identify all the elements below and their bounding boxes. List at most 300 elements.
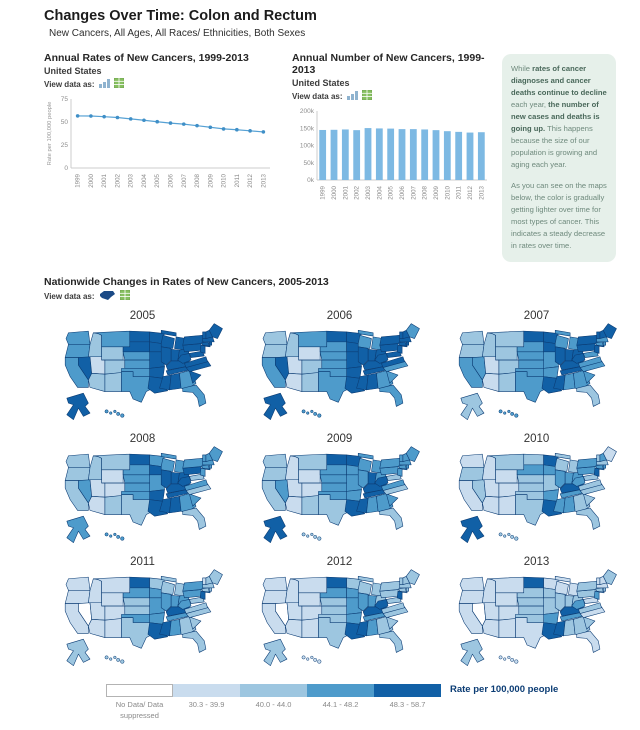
state-VT[interactable] <box>202 332 205 339</box>
state-NE[interactable] <box>517 352 545 360</box>
state-HI[interactable] <box>104 410 107 413</box>
data-point-2000[interactable] <box>89 114 93 118</box>
state-ID[interactable] <box>482 579 495 603</box>
axis-tick-label: Rate per 100,000 people <box>47 101 53 166</box>
state-KS[interactable] <box>518 606 544 614</box>
state-CT[interactable] <box>398 342 405 346</box>
state-FL[interactable] <box>576 631 599 653</box>
us-choropleth-map-2011[interactable] <box>51 568 235 669</box>
state-ID[interactable] <box>482 333 495 357</box>
axis-tick-label: 100k <box>299 142 314 150</box>
state-AZ[interactable] <box>482 619 499 637</box>
axis-tick-label: 2013 <box>478 186 486 200</box>
state-HI[interactable] <box>306 412 309 415</box>
data-point-2003[interactable] <box>129 117 133 121</box>
state-HI[interactable] <box>109 412 112 415</box>
state-ID[interactable] <box>285 579 298 603</box>
state-ID[interactable] <box>88 456 101 480</box>
state-NY[interactable] <box>182 581 204 591</box>
state-HI[interactable] <box>507 533 510 536</box>
state-ID[interactable] <box>285 333 298 357</box>
state-AK[interactable] <box>66 393 89 419</box>
table-view-icon[interactable] <box>120 290 130 302</box>
us-choropleth-map-2005[interactable] <box>51 322 235 423</box>
year-map-block <box>44 428 241 551</box>
state-HI[interactable] <box>310 656 313 659</box>
state-AR[interactable] <box>346 366 361 378</box>
counts-chart-subtitle: United States <box>292 78 350 88</box>
state-OR[interactable] <box>459 590 484 603</box>
state-NY[interactable] <box>182 458 204 468</box>
us-choropleth-map-2006[interactable] <box>248 322 432 423</box>
state-NJ[interactable] <box>200 591 205 599</box>
state-OR[interactable] <box>262 590 287 603</box>
state-AZ[interactable] <box>88 373 105 391</box>
bar-chart-view-icon[interactable] <box>347 90 358 102</box>
state-NY[interactable] <box>182 335 204 345</box>
state-NJ[interactable] <box>397 345 402 353</box>
bar-2001[interactable] <box>342 129 349 180</box>
state-WY[interactable] <box>298 470 320 483</box>
state-IA[interactable] <box>149 465 162 475</box>
state-HI[interactable] <box>313 658 316 661</box>
state-WI[interactable] <box>161 335 174 348</box>
counts-view-data-as <box>292 90 492 102</box>
state-WY[interactable] <box>298 347 320 360</box>
state-WY[interactable] <box>495 470 517 483</box>
state-VT[interactable] <box>399 455 402 462</box>
state-NJ[interactable] <box>397 468 402 476</box>
state-NY[interactable] <box>379 581 401 591</box>
state-RI[interactable] <box>406 342 408 345</box>
state-WI[interactable] <box>358 581 371 594</box>
state-HI[interactable] <box>313 535 316 538</box>
data-point-2006[interactable] <box>169 121 173 125</box>
state-WY[interactable] <box>495 593 517 606</box>
state-WY[interactable] <box>495 347 517 360</box>
state-ND[interactable] <box>523 331 543 342</box>
state-RI[interactable] <box>603 342 605 345</box>
bar-2006[interactable] <box>399 129 406 180</box>
state-KS[interactable] <box>518 483 544 491</box>
state-VT[interactable] <box>596 455 599 462</box>
state-HI[interactable] <box>306 658 309 661</box>
bar-2007[interactable] <box>410 129 417 180</box>
state-HI[interactable] <box>104 533 107 536</box>
state-AR[interactable] <box>149 489 164 501</box>
state-AL[interactable] <box>563 373 575 390</box>
state-ID[interactable] <box>482 456 495 480</box>
legend-segment-label: 40.0 - 44.0 <box>255 699 292 709</box>
state-WY[interactable] <box>101 593 123 606</box>
state-ID[interactable] <box>88 333 101 357</box>
state-AZ[interactable] <box>285 373 302 391</box>
bar-2008[interactable] <box>421 129 428 180</box>
state-NM[interactable] <box>301 495 318 514</box>
state-ID[interactable] <box>285 456 298 480</box>
state-HI[interactable] <box>301 656 304 659</box>
map-year-label: 2008 <box>129 432 156 445</box>
state-HI[interactable] <box>498 656 501 659</box>
bar-2005[interactable] <box>387 129 394 180</box>
state-WA[interactable] <box>460 331 484 344</box>
state-NM[interactable] <box>301 618 318 637</box>
state-ND[interactable] <box>326 454 346 465</box>
state-ID[interactable] <box>88 579 101 603</box>
state-IA[interactable] <box>346 588 359 598</box>
state-NM[interactable] <box>301 372 318 391</box>
state-IA[interactable] <box>543 342 556 352</box>
state-HI[interactable] <box>510 412 513 415</box>
state-ND[interactable] <box>129 454 149 465</box>
state-HI[interactable] <box>306 535 309 538</box>
state-HI[interactable] <box>317 659 321 663</box>
state-AZ[interactable] <box>88 619 105 637</box>
axis-tick-label: 2009 <box>207 174 215 188</box>
state-NE[interactable] <box>517 598 545 606</box>
axis-tick-label: 2011 <box>455 186 463 200</box>
state-OR[interactable] <box>262 344 287 357</box>
state-ND[interactable] <box>129 577 149 588</box>
state-HI[interactable] <box>113 533 116 536</box>
state-WI[interactable] <box>555 335 568 348</box>
state-AK[interactable] <box>460 516 483 542</box>
state-HI[interactable] <box>498 410 501 413</box>
state-HI[interactable] <box>120 536 124 540</box>
state-NJ[interactable] <box>200 468 205 476</box>
axis-tick-label: 2012 <box>247 174 255 188</box>
state-AR[interactable] <box>346 489 361 501</box>
state-NY[interactable] <box>576 335 598 345</box>
state-FL[interactable] <box>182 631 205 653</box>
bar-2002[interactable] <box>353 130 360 180</box>
bar-2004[interactable] <box>376 128 383 180</box>
state-AK[interactable] <box>263 639 286 665</box>
state-VT[interactable] <box>399 578 402 585</box>
state-AZ[interactable] <box>482 496 499 514</box>
state-NJ[interactable] <box>594 591 599 599</box>
axis-tick-label: 75 <box>60 96 68 103</box>
state-AK[interactable] <box>66 516 89 542</box>
state-AK[interactable] <box>263 516 286 542</box>
state-HI[interactable] <box>498 533 501 536</box>
state-HI[interactable] <box>514 659 518 663</box>
state-KS[interactable] <box>321 483 347 491</box>
state-HI[interactable] <box>507 410 510 413</box>
data-point-2012[interactable] <box>248 129 252 133</box>
state-KS[interactable] <box>321 360 347 368</box>
state-WA[interactable] <box>460 454 484 467</box>
state-NE[interactable] <box>123 352 151 360</box>
state-VT[interactable] <box>596 578 599 585</box>
state-WY[interactable] <box>101 347 123 360</box>
data-point-2005[interactable] <box>155 120 159 124</box>
state-FL[interactable] <box>379 385 402 407</box>
us-choropleth-map-2010[interactable] <box>445 445 629 546</box>
counts-chart-title: Annual Number of New Cancers, 1999-2013 <box>292 52 485 76</box>
legend-swatch <box>374 684 441 697</box>
state-AL[interactable] <box>366 373 378 390</box>
state-RI[interactable] <box>209 342 211 345</box>
axis-tick-label: 2002 <box>353 186 361 200</box>
state-ND[interactable] <box>523 577 543 588</box>
state-ND[interactable] <box>129 331 149 342</box>
state-FL[interactable] <box>576 385 599 407</box>
state-HI[interactable] <box>507 656 510 659</box>
state-OR[interactable] <box>459 467 484 480</box>
state-HI[interactable] <box>301 410 304 413</box>
counts-bar-chart[interactable] <box>292 104 492 210</box>
map-year-label: 2010 <box>523 432 550 445</box>
state-AZ[interactable] <box>285 496 302 514</box>
state-HI[interactable] <box>120 413 124 417</box>
state-HI[interactable] <box>120 659 124 663</box>
data-point-2009[interactable] <box>209 125 213 129</box>
state-WY[interactable] <box>101 470 123 483</box>
state-NY[interactable] <box>379 458 401 468</box>
state-HI[interactable] <box>503 412 506 415</box>
state-AL[interactable] <box>563 496 575 513</box>
state-HI[interactable] <box>503 535 506 538</box>
state-CT[interactable] <box>201 342 208 346</box>
state-IA[interactable] <box>543 588 556 598</box>
state-NE[interactable] <box>320 598 348 606</box>
state-NE[interactable] <box>320 352 348 360</box>
state-RI[interactable] <box>603 588 605 591</box>
state-OR[interactable] <box>65 590 90 603</box>
state-OR[interactable] <box>459 344 484 357</box>
state-NJ[interactable] <box>397 591 402 599</box>
state-HI[interactable] <box>109 535 112 538</box>
state-NY[interactable] <box>576 458 598 468</box>
state-IA[interactable] <box>346 342 359 352</box>
bar-2009[interactable] <box>433 130 440 180</box>
state-AL[interactable] <box>169 496 181 513</box>
state-KS[interactable] <box>124 360 150 368</box>
us-choropleth-map-2012[interactable] <box>248 568 432 669</box>
state-IA[interactable] <box>543 465 556 475</box>
axis-tick-label: 2003 <box>127 174 135 188</box>
data-point-2007[interactable] <box>182 122 186 126</box>
data-point-2008[interactable] <box>195 124 199 128</box>
state-AZ[interactable] <box>88 496 105 514</box>
state-WI[interactable] <box>358 335 371 348</box>
map-view-icon[interactable] <box>99 290 116 303</box>
state-WI[interactable] <box>555 581 568 594</box>
state-NE[interactable] <box>123 475 151 483</box>
state-WA[interactable] <box>66 331 90 344</box>
view-data-as-label: View data as: <box>44 79 95 89</box>
axis-tick-label: 2013 <box>260 174 268 188</box>
state-HI[interactable] <box>317 413 321 417</box>
state-AK[interactable] <box>263 393 286 419</box>
state-HI[interactable] <box>116 535 119 538</box>
state-AK[interactable] <box>66 639 89 665</box>
data-point-2013[interactable] <box>262 130 266 134</box>
state-HI[interactable] <box>109 658 112 661</box>
state-FL[interactable] <box>379 631 402 653</box>
state-WA[interactable] <box>263 331 287 344</box>
us-choropleth-map-2013[interactable] <box>445 568 629 669</box>
state-HI[interactable] <box>113 410 116 413</box>
state-NJ[interactable] <box>594 468 599 476</box>
state-RI[interactable] <box>603 465 605 468</box>
state-CT[interactable] <box>595 465 602 469</box>
state-AR[interactable] <box>543 366 558 378</box>
state-KS[interactable] <box>518 360 544 368</box>
maps-section-header <box>44 276 640 303</box>
state-VT[interactable] <box>596 332 599 339</box>
state-HI[interactable] <box>310 533 313 536</box>
axis-tick-label: 2008 <box>421 186 429 200</box>
us-choropleth-map-2008[interactable] <box>51 445 235 546</box>
state-CT[interactable] <box>595 588 602 592</box>
state-IA[interactable] <box>346 465 359 475</box>
state-IA[interactable] <box>149 588 162 598</box>
us-choropleth-map-2009[interactable] <box>248 445 432 546</box>
state-HI[interactable] <box>317 536 321 540</box>
state-NM[interactable] <box>104 372 121 391</box>
state-AR[interactable] <box>149 366 164 378</box>
legend-segment-label: No Data/ Data suppressed <box>115 699 164 720</box>
state-HI[interactable] <box>310 410 313 413</box>
state-HI[interactable] <box>313 412 316 415</box>
table-view-icon[interactable] <box>362 90 372 102</box>
state-NJ[interactable] <box>594 345 599 353</box>
state-AK[interactable] <box>460 393 483 419</box>
data-point-2002[interactable] <box>116 116 120 120</box>
page-title: Changes Over Time: Colon and Rectum <box>44 8 317 24</box>
state-AZ[interactable] <box>285 619 302 637</box>
data-point-1999[interactable] <box>76 114 80 118</box>
state-HI[interactable] <box>116 412 119 415</box>
state-CT[interactable] <box>201 465 208 469</box>
state-KS[interactable] <box>321 606 347 614</box>
state-HI[interactable] <box>514 536 518 540</box>
state-CT[interactable] <box>595 342 602 346</box>
state-HI[interactable] <box>301 533 304 536</box>
bar-2003[interactable] <box>365 128 372 180</box>
bar-2013[interactable] <box>478 132 485 180</box>
state-CT[interactable] <box>201 588 208 592</box>
us-choropleth-map-2007[interactable] <box>445 322 629 423</box>
state-IA[interactable] <box>149 342 162 352</box>
state-OR[interactable] <box>65 467 90 480</box>
state-AL[interactable] <box>366 496 378 513</box>
state-OR[interactable] <box>262 467 287 480</box>
table-view-icon[interactable] <box>114 78 124 90</box>
state-CT[interactable] <box>398 465 405 469</box>
state-AR[interactable] <box>543 489 558 501</box>
state-FL[interactable] <box>379 508 402 530</box>
bar-2010[interactable] <box>444 131 451 180</box>
state-AL[interactable] <box>169 373 181 390</box>
state-HI[interactable] <box>113 656 116 659</box>
state-WA[interactable] <box>460 577 484 590</box>
axis-tick-label: 50 <box>60 119 68 126</box>
state-WA[interactable] <box>66 577 90 590</box>
state-WI[interactable] <box>161 458 174 471</box>
state-HI[interactable] <box>514 413 518 417</box>
state-NM[interactable] <box>498 495 515 514</box>
state-RI[interactable] <box>406 465 408 468</box>
state-ND[interactable] <box>326 331 346 342</box>
state-FL[interactable] <box>182 385 205 407</box>
state-WA[interactable] <box>263 577 287 590</box>
state-RI[interactable] <box>209 465 211 468</box>
bar-2011[interactable] <box>455 132 462 180</box>
state-AZ[interactable] <box>482 373 499 391</box>
state-KS[interactable] <box>124 483 150 491</box>
state-WA[interactable] <box>263 454 287 467</box>
state-WI[interactable] <box>161 581 174 594</box>
state-HI[interactable] <box>116 658 119 661</box>
bar-2000[interactable] <box>331 130 338 180</box>
state-VT[interactable] <box>202 455 205 462</box>
state-HI[interactable] <box>510 658 513 661</box>
state-NY[interactable] <box>576 581 598 591</box>
state-AR[interactable] <box>149 612 164 624</box>
state-NE[interactable] <box>320 475 348 483</box>
state-WI[interactable] <box>555 458 568 471</box>
state-WI[interactable] <box>358 458 371 471</box>
state-NE[interactable] <box>123 598 151 606</box>
state-NM[interactable] <box>104 618 121 637</box>
rates-line-chart[interactable] <box>44 92 278 198</box>
state-WY[interactable] <box>298 593 320 606</box>
state-KS[interactable] <box>124 606 150 614</box>
state-RI[interactable] <box>209 588 211 591</box>
state-HI[interactable] <box>503 658 506 661</box>
state-ND[interactable] <box>326 577 346 588</box>
state-VT[interactable] <box>202 578 205 585</box>
data-point-2001[interactable] <box>102 115 106 119</box>
state-NM[interactable] <box>498 618 515 637</box>
state-HI[interactable] <box>510 535 513 538</box>
state-AL[interactable] <box>563 619 575 636</box>
state-CT[interactable] <box>398 588 405 592</box>
maps-view-data-as <box>44 290 640 303</box>
state-NE[interactable] <box>517 475 545 483</box>
state-ND[interactable] <box>523 454 543 465</box>
state-AL[interactable] <box>169 619 181 636</box>
state-FL[interactable] <box>182 508 205 530</box>
legend-segment <box>374 684 441 722</box>
view-data-as-label: View data as: <box>44 291 95 301</box>
state-HI[interactable] <box>104 656 107 659</box>
state-AK[interactable] <box>460 639 483 665</box>
data-point-2010[interactable] <box>222 127 226 131</box>
state-NM[interactable] <box>498 372 515 391</box>
state-AR[interactable] <box>543 612 558 624</box>
state-AR[interactable] <box>346 612 361 624</box>
state-OR[interactable] <box>65 344 90 357</box>
state-FL[interactable] <box>576 508 599 530</box>
bar-1999[interactable] <box>319 130 326 180</box>
bar-chart-view-icon[interactable] <box>99 78 110 90</box>
state-RI[interactable] <box>406 588 408 591</box>
state-NY[interactable] <box>379 335 401 345</box>
bar-2012[interactable] <box>467 133 474 180</box>
state-NJ[interactable] <box>200 345 205 353</box>
data-point-2011[interactable] <box>235 128 239 132</box>
legend-segment-label: 48.3 - 58.7 <box>389 699 426 709</box>
state-WA[interactable] <box>66 454 90 467</box>
state-AL[interactable] <box>366 619 378 636</box>
data-point-2004[interactable] <box>142 118 146 122</box>
state-VT[interactable] <box>399 332 402 339</box>
state-NM[interactable] <box>104 495 121 514</box>
